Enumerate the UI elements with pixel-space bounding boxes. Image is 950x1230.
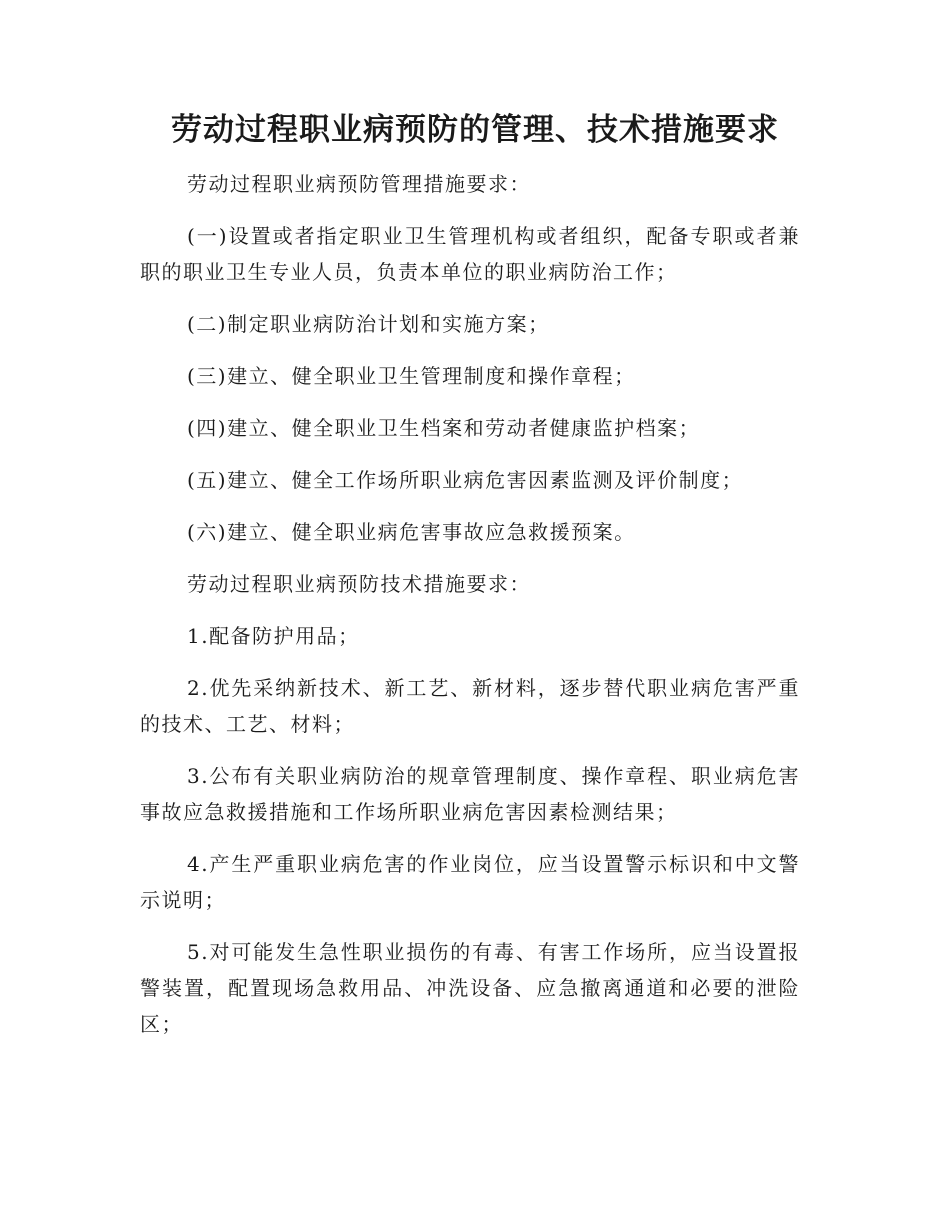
- document-body: [140, 166, 800, 1058]
- paragraph-technical-item-2: 2.优先采纳新技术、新工艺、新材料，逐步替代职业病危害严重的技术、工艺、材料；: [140, 676, 800, 736]
- paragraph-management-item-1: (一)设置或者指定职业卫生管理机构或者组织，配备专职或者兼职的职业卫生专业人员，负责本单位的职业病防治工作；: [140, 224, 800, 284]
- paragraph-management-item-6: (六)建立、健全职业病危害事故应急救援预案。: [187, 520, 636, 544]
- paragraph-technical-intro: 劳动过程职业病预防技术措施要求：: [187, 572, 531, 596]
- paragraph-management-item-5: (五)建立、健全工作场所职业病危害因素监测及评价制度；: [187, 468, 744, 492]
- paragraph-technical-item-3: 3.公布有关职业病防治的规章管理制度、操作章程、职业病危害事故应急救援措施和工作场所职业病危害因素检测结果；: [140, 764, 800, 824]
- paragraph-management-item-4: (四)建立、健全职业卫生档案和劳动者健康监护档案；: [187, 416, 701, 440]
- paragraph-technical-item-1: 1.配备防护用品；: [187, 624, 360, 648]
- paragraph-management-intro: 劳动过程职业病预防管理措施要求：: [187, 172, 531, 196]
- document-title: 劳动过程职业病预防的管理、技术措施要求: [171, 112, 779, 148]
- paragraph-technical-item-4: 4.产生严重职业病危害的作业岗位，应当设置警示标识和中文警示说明；: [140, 852, 800, 912]
- paragraph-management-item-2: (二)制定职业病防治计划和实施方案；: [187, 312, 550, 336]
- paragraph-management-item-3: (三)建立、健全职业卫生管理制度和操作章程；: [187, 364, 636, 388]
- paragraph-technical-item-5: 5.对可能发生急性职业损伤的有毒、有害工作场所，应当设置报警装置，配置现场急救用品、冲洗设备、应急撤离通道和必要的泄险区；: [140, 940, 800, 1036]
